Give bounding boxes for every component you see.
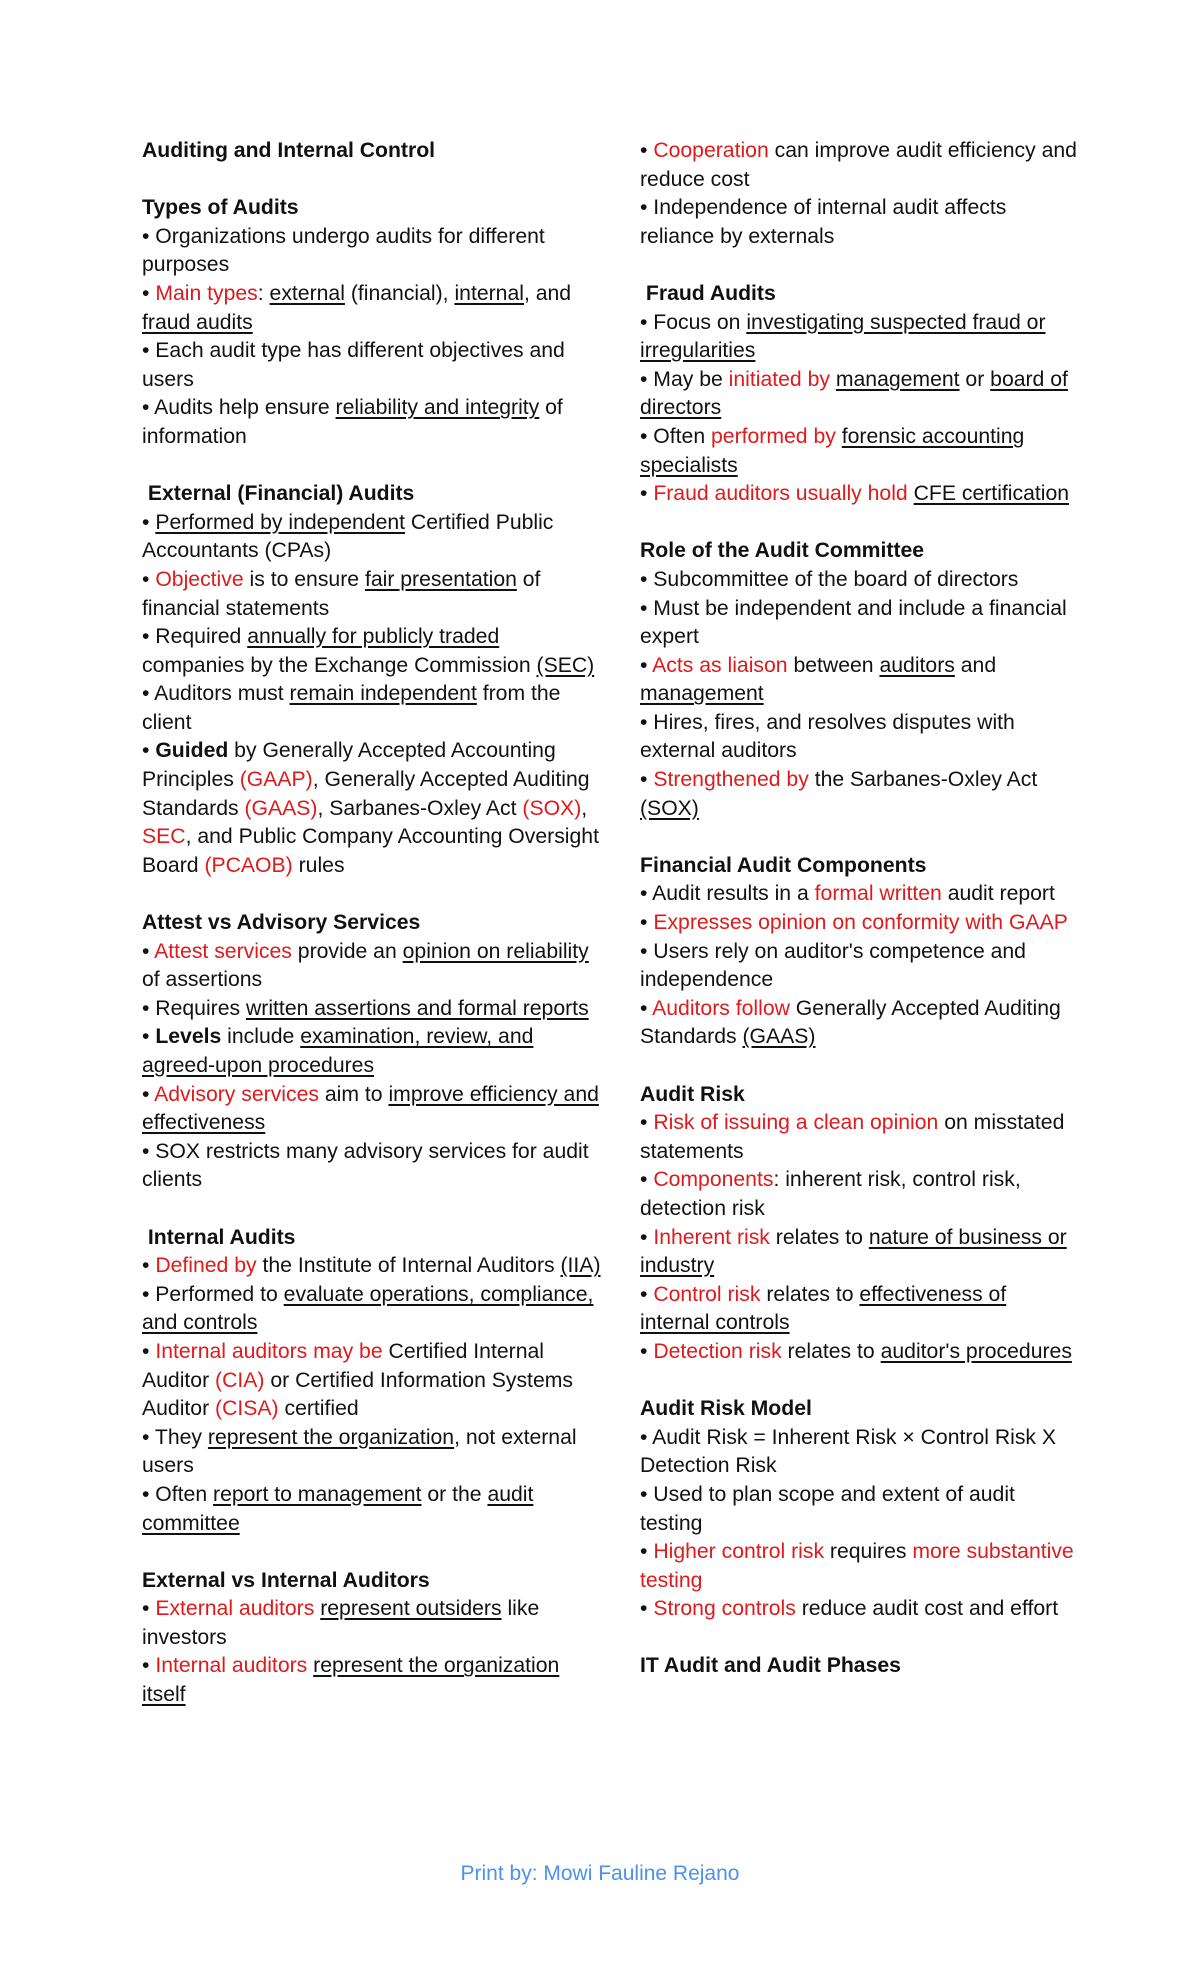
text-run: • <box>640 653 653 677</box>
highlighted-text: Fraud auditors usually hold <box>653 482 908 506</box>
text-run: • Users rely on auditor's competence and independence <box>640 939 1026 992</box>
bullet-item <box>142 1023 602 1080</box>
document-title: Auditing and Internal Control <box>142 139 436 162</box>
highlighted-text: Internal auditors <box>155 1654 308 1678</box>
highlighted-text: Auditors follow <box>652 996 790 1020</box>
highlighted-text: Inherent risk <box>653 1225 770 1249</box>
bullet-item <box>142 623 602 680</box>
text-run: can improve audit efficiency and reduce cost <box>640 139 1077 191</box>
section-heading: Role of the Audit Committee <box>640 539 925 563</box>
section-heading: IT Audit and Audit Phases <box>640 1654 901 1678</box>
text-run: • Often <box>640 424 712 448</box>
bullet-item <box>640 423 1080 480</box>
highlighted-text: External auditors <box>155 1597 315 1621</box>
text-run: , not external users <box>142 1425 577 1478</box>
text-run: and <box>954 653 997 677</box>
underlined-text: remain independent <box>289 682 477 706</box>
text-run: • <box>142 939 155 963</box>
bullet-item <box>142 1595 602 1652</box>
underlined-text: annually for publicly traded <box>247 625 500 649</box>
highlighted-text: Risk of issuing a clean opinion <box>653 1111 939 1135</box>
underlined-text: Performed by independent <box>155 510 406 534</box>
text-run: provide an <box>291 939 403 963</box>
text-run: companies by the Exchange Commission <box>142 653 537 677</box>
underlined-text: (IIA) <box>560 1254 601 1278</box>
text-run: • <box>142 510 156 534</box>
text-run: • <box>640 996 653 1020</box>
highlighted-text: (GAAS) <box>244 796 318 820</box>
section <box>640 137 1080 251</box>
text-run: : <box>257 281 270 305</box>
text-run: • <box>640 1339 654 1363</box>
text-run: relates to <box>781 1339 881 1363</box>
text-run: • <box>142 1254 156 1278</box>
text-run: • Requires <box>142 996 246 1020</box>
section <box>142 480 602 880</box>
section-heading: External vs Internal Auditors <box>142 1568 430 1592</box>
left-column <box>142 137 602 1710</box>
section-heading: Attest vs Advisory Services <box>142 911 421 935</box>
bullet-item <box>640 709 1080 766</box>
bullet-item <box>640 566 1080 595</box>
highlighted-text: formal written <box>814 882 942 906</box>
highlighted-text: Defined by <box>155 1254 257 1278</box>
text-run: • <box>142 1339 156 1363</box>
text-run: the Sarbanes-Oxley Act <box>808 768 1038 792</box>
text-run: on misstated statements <box>640 1111 1065 1163</box>
text-run: from the client <box>142 682 561 734</box>
text-run: • They <box>142 1425 208 1449</box>
text-run: • Organizations undergo audits for different purposes <box>142 224 545 277</box>
bullet-item <box>640 480 1080 509</box>
text-run: or <box>959 367 991 391</box>
text-run: • <box>640 139 654 162</box>
bullet-item <box>142 1138 602 1195</box>
section-heading: Types of Audits <box>142 196 299 220</box>
underlined-text: external <box>269 281 345 305</box>
underlined-text: investigating suspected fraud or irregularities <box>640 310 1046 363</box>
text-run: • Audit Risk = Inherent Risk × Control Risk X Detection Risk <box>640 1425 1057 1478</box>
highlighted-text: performed by <box>711 424 836 448</box>
text-run: • <box>142 567 156 591</box>
text-run: • Performed to <box>142 1282 284 1306</box>
underlined-text: improve efficiency and effectiveness <box>142 1082 599 1135</box>
bullet-item <box>142 509 602 566</box>
section <box>142 909 602 1195</box>
section-heading: External (Financial) Audits <box>142 482 415 506</box>
highlighted-text: Objective <box>155 567 244 591</box>
highlighted-text: Strengthened by <box>653 768 809 792</box>
highlighted-text: Attest services <box>154 939 292 963</box>
text-run: , Sarbanes-Oxley Act <box>317 796 523 820</box>
text-run: • Required <box>142 625 248 649</box>
highlighted-text: (CIA) <box>215 1368 265 1392</box>
highlighted-text: Higher control risk <box>653 1540 825 1564</box>
text-run: • <box>640 1540 654 1564</box>
text-run: of assertions <box>142 968 263 992</box>
text-run: is to ensure <box>243 567 365 591</box>
section-heading: Audit Risk Model <box>640 1397 812 1421</box>
bullet-item <box>142 995 602 1024</box>
underlined-text: report to management <box>213 1482 422 1506</box>
underlined-text: represent outsiders <box>320 1597 502 1621</box>
bullet-item <box>640 1538 1080 1595</box>
text-run: • <box>640 1111 654 1135</box>
text-run: the Institute of Internal Auditors <box>256 1254 561 1278</box>
bullet-item <box>640 766 1080 823</box>
underlined-text: management <box>835 367 960 391</box>
underlined-text: evaluate operations, compliance, and controls <box>142 1282 594 1335</box>
highlighted-text: Acts as liaison <box>652 653 788 677</box>
bullet-item <box>142 737 602 880</box>
bullet-item <box>640 938 1080 995</box>
section-heading: Fraud Audits <box>640 281 776 305</box>
text-run: Generally Accepted Auditing Standards <box>640 996 1061 1049</box>
bullet-item <box>640 1224 1080 1281</box>
text-run: Guided <box>155 739 229 763</box>
bullet-item <box>640 194 1080 251</box>
bullet-item <box>142 223 602 280</box>
bullet-item <box>142 1424 602 1481</box>
section <box>640 852 1080 1052</box>
text-run: • <box>142 281 156 305</box>
text-run: • Hires, fires, and resolves disputes with external auditors <box>640 710 1015 763</box>
bullet-item <box>640 1481 1080 1538</box>
bullet-item <box>142 1652 602 1709</box>
highlighted-text: Cooperation <box>653 139 769 162</box>
text-run: • Subcommittee of the board of directors <box>640 567 1019 591</box>
text-run: • <box>142 1654 156 1678</box>
section <box>640 1652 1080 1681</box>
text-run: • <box>640 911 654 935</box>
text-run: relates to <box>769 1225 869 1249</box>
bullet-item <box>142 1281 602 1338</box>
text-run: audit report <box>941 882 1055 906</box>
text-run: include <box>221 1025 301 1049</box>
text-run: • <box>640 1282 654 1306</box>
text-run: : inherent risk, control risk, detection risk <box>640 1168 1021 1220</box>
text-run: • <box>640 1597 654 1621</box>
highlighted-text: initiated by <box>728 367 830 391</box>
highlighted-text: Main types <box>155 281 258 305</box>
underlined-text: board of directors <box>640 367 1068 420</box>
text-run: • <box>142 739 156 763</box>
text-run: requires <box>824 1540 913 1564</box>
text-run: Certified Public Accountants (CPAs) <box>142 510 554 563</box>
underlined-text: represent the organization <box>207 1425 455 1449</box>
text-run: • May be <box>640 367 729 391</box>
text-run: • Often <box>142 1482 214 1506</box>
text-run: • <box>640 768 654 792</box>
bullet-item <box>640 1166 1080 1223</box>
bullet-item <box>640 366 1080 423</box>
bullet-item <box>640 137 1080 194</box>
text-run: • Used to plan scope and extent of audit testing <box>640 1482 1015 1535</box>
highlighted-text: (PCAOB) <box>204 853 293 877</box>
text-run: • SOX restricts many advisory services for audit clients <box>142 1139 589 1192</box>
text-run: , Generally Accepted Auditing Standards <box>142 768 590 820</box>
underlined-text: represent the organization itself <box>142 1654 560 1707</box>
highlighted-text: Expresses opinion on conformity with GAAP <box>653 911 1068 935</box>
text-run: • <box>142 1082 155 1106</box>
bullet-item <box>142 938 602 995</box>
underlined-text: forensic accounting specialists <box>640 424 1025 477</box>
print-footer: Print by: Mowi Fauline Rejano <box>460 1862 740 1885</box>
bullet-item <box>142 1252 602 1281</box>
section <box>142 1224 602 1539</box>
text-run: • Audits help ensure <box>142 396 336 420</box>
underlined-text: management <box>640 682 764 706</box>
text-run: or the <box>421 1482 488 1506</box>
text-run: , and <box>523 281 572 305</box>
text-run: by Generally Accepted Accounting Principles <box>142 739 556 792</box>
underlined-text: opinion on reliability <box>402 939 589 963</box>
text-run: of information <box>142 396 563 448</box>
text-run: • <box>640 482 654 506</box>
text-run: , <box>581 796 588 820</box>
section <box>640 537 1080 823</box>
text-run: reduce audit cost and effort <box>795 1597 1059 1621</box>
text-run: (financial), <box>344 281 455 305</box>
text-run: Certified Internal Auditor <box>142 1339 544 1392</box>
text-run: • Auditors must <box>142 682 290 706</box>
text-run: • <box>142 1597 156 1621</box>
highlighted-text: (GAAP) <box>239 768 313 792</box>
underlined-text: (GAAS) <box>742 1025 816 1049</box>
section <box>142 194 602 451</box>
underlined-text: (SOX) <box>640 796 699 820</box>
bullet-item <box>142 1338 602 1424</box>
text-run: rules <box>292 853 345 877</box>
bullet-item <box>142 280 602 337</box>
section-heading: Financial Audit Components <box>640 853 927 877</box>
underlined-text: fraud audits <box>142 310 253 334</box>
bullet-item <box>640 1109 1080 1166</box>
highlighted-text: SEC <box>142 825 186 849</box>
bullet-item <box>142 680 602 737</box>
section <box>640 1081 1080 1367</box>
section <box>142 1567 602 1710</box>
bullet-item <box>142 337 602 394</box>
text-run: aim to <box>318 1082 389 1106</box>
underlined-text: audit committee <box>142 1482 534 1535</box>
bullet-item <box>640 309 1080 366</box>
underlined-text: (SEC) <box>536 653 595 677</box>
text-run: • <box>640 1168 654 1192</box>
right-column <box>640 137 1080 1681</box>
highlighted-text: more substantive testing <box>640 1540 1074 1592</box>
section-heading: Audit Risk <box>640 1082 745 1106</box>
bullet-item <box>640 1424 1080 1481</box>
text-run: Levels <box>155 1025 222 1049</box>
text-run: • <box>142 1025 156 1049</box>
bullet-item <box>640 652 1080 709</box>
text-run: • Each audit type has different objectives and users <box>142 339 565 391</box>
text-run: between <box>787 653 880 677</box>
bullet-item <box>640 909 1080 938</box>
bullet-item <box>640 1338 1080 1367</box>
highlighted-text: (SOX) <box>522 796 582 820</box>
highlighted-text: Strong controls <box>653 1597 796 1621</box>
text-run: like investors <box>142 1597 540 1649</box>
text-run: • <box>640 1225 654 1249</box>
highlighted-text: Detection risk <box>653 1339 782 1363</box>
highlighted-text: Components <box>653 1168 774 1192</box>
text-run: • Focus on <box>640 310 747 334</box>
text-run: • Must be independent and include a financial expert <box>640 596 1067 649</box>
text-run: • Independence of internal audit affects reliance by externals <box>640 196 1007 248</box>
highlighted-text: Internal auditors may be <box>155 1339 383 1363</box>
underlined-text: internal <box>454 281 524 305</box>
bullet-item <box>640 995 1080 1052</box>
bullet-item <box>142 1481 602 1538</box>
underlined-text: written assertions and formal reports <box>245 996 589 1020</box>
text-run: of financial statements <box>142 567 541 620</box>
text-run: or Certified Information Systems Auditor <box>142 1368 573 1421</box>
bullet-item <box>142 1081 602 1138</box>
section <box>640 1395 1080 1624</box>
underlined-text: examination, review, and agreed-upon procedures <box>142 1025 534 1077</box>
highlighted-text: Control risk <box>653 1282 761 1306</box>
underlined-text: CFE certification <box>913 482 1070 506</box>
underlined-text: auditor's procedures <box>880 1339 1072 1363</box>
bullet-item <box>142 566 602 623</box>
section <box>640 280 1080 509</box>
bullet-item <box>640 880 1080 909</box>
bullet-item <box>142 394 602 451</box>
section-heading: Internal Audits <box>142 1225 296 1249</box>
text-run: • Audit results in a <box>640 882 815 906</box>
text-run: , and Public Company Accounting Oversight Board <box>142 825 599 877</box>
underlined-text: fair presentation <box>364 567 517 591</box>
underlined-text: auditors <box>879 653 955 677</box>
underlined-text: reliability and integrity <box>335 396 540 420</box>
bullet-item <box>640 1281 1080 1338</box>
text-run: relates to <box>760 1282 860 1306</box>
underlined-text: nature of business or industry <box>640 1225 1067 1278</box>
highlighted-text: (CISA) <box>215 1397 279 1421</box>
bullet-item <box>640 595 1080 652</box>
text-run: certified <box>278 1397 359 1421</box>
bullet-item <box>640 1595 1080 1624</box>
highlighted-text: Advisory services <box>154 1082 319 1106</box>
underlined-text: effectiveness of internal controls <box>640 1282 1007 1335</box>
